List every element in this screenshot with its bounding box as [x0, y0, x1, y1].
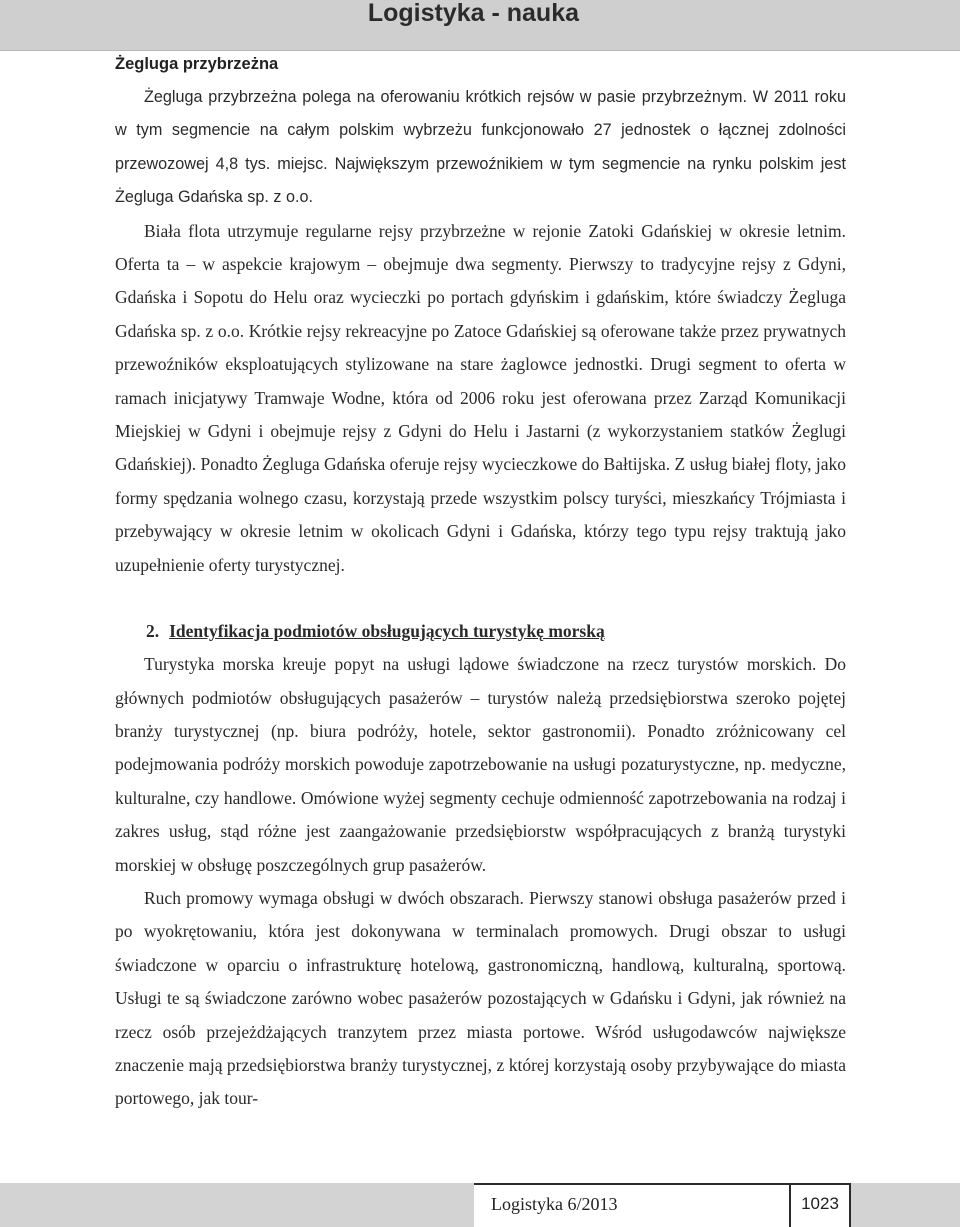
paragraph-4: Ruch promowy wymaga obsługi w dwóch obszarach. Pierwszy stanowi obsługa pasażerów przed i po wyokrętowaniu, która jest dokonywana w terminalach promowych. Drugi obszar to usługi świadczone w oparciu o infrastrukturę hotelową, gastronomiczną, handlową, kulturalną, sportową. Usługi te są świadczone zarówno wobec pasażerów pozostających w Gdańsku i Gdyni, jak również na rzecz osób przejeżdżających tranzytem przez miasta portowe. Wśród usługodawców największe znaczenie mają przedsiębiorstwa branży turystycznej, z której korzystają osoby przybywające do miasta portowego, jak tour- — [115, 887, 846, 1109]
paragraph-2: Biała flota utrzymuje regularne rejsy przybrzeżne w rejonie Zatoki Gdańskiej w okresie letnim. Oferta ta – w aspekcie krajowym – obejmuje dwa segmenty. Pierwszy to tradycyjne rejsy z Gdyni, Gdańska i Sopotu do Helu oraz wycieczki po portach gdyńskim i gdańskim, które świadczy Żegluga Gdańska sp. z o.o. Krótkie rejsy rekreacyjne po Zatoce Gdańskiej są oferowane także przez prywatnych przewoźników eksploatujących stylizowane na stare żaglowce jednostki. Drugi segment to oferta w ramach inicjatywy Tramwaje Wodne, która od 2006 roku jest oferowana przez Zarząd Komunikacji Miejskiej w Gdyni i obejmuje rejsy z Gdyni do Helu i Jastarni (z wykorzystaniem statków Żeglugi Gdańskiej). Ponadto Żegluga Gdańska oferuje rejsy wycieczkowe do Bałtijska. Z usług białej floty, jako formy spędzania wolnego czasu, korzystają przede wszystkim polscy turyści, mieszkańcy Trójmiasta i przebywający w okresie letnim w okolicach Gdyni i Gdańska, którzy tego typu rejsy traktują jako uzupełnienie oferty turystycznej. — [115, 220, 846, 575]
heading-number: 2. — [146, 621, 160, 642]
heading-text: Identyfikacja podmiotów obsługujących turystykę morską — [169, 621, 605, 642]
footer-journal-label: Logistyka 6/2013 — [491, 1194, 618, 1214]
footer-journal-box — [474, 1183, 789, 1227]
header-title: Logistyka - nauka — [367, 0, 579, 27]
page-number: 1023 — [801, 1194, 839, 1213]
section-title: Żegluga przybrzeżna — [115, 55, 279, 73]
footer-page-box — [789, 1183, 851, 1227]
paragraph-1: Żegluga przybrzeżna polega na oferowaniu krótkich rejsów w pasie przybrzeżnym. W 2011 roku w tym segmencie na całym polskim wybrzeżu funkcjonowało 27 jednostek o łącznej zdolności przewozowej 4,8 tys. miejsc. Największym przewoźnikiem w tym segmencie na rynku polskim jest Żegluga Gdańska sp. z o.o. — [115, 88, 846, 207]
header-bar — [0, 0, 960, 51]
document-body — [115, 48, 846, 1116]
paragraph-3: Turystyka morska kreuje popyt na usługi lądowe świadczone na rzecz turystów morskich. Do głównych podmiotów obsługujących pasażerów – turystów należą przedsiębiorstwa szeroko pojętej branży turystycznej (np. biura podróży, hotele, sektor gastronomii). Ponadto zróżnicowany cel podejmowania podróży morskich powoduje zapotrzebowanie na usługi pozaturystyczne, np. medyczne, kulturalne, czy handlowe. Omówione wyżej segmenty cechuje odmienność zapotrzebowania na rodzaj i zakres usług, stąd różne jest zaangażowanie przedsiębiorstw współpracujących z branżą turystyki morskiej w obsługę poszczególnych grup pasażerów. — [115, 654, 846, 875]
section-heading-2 — [146, 614, 846, 648]
